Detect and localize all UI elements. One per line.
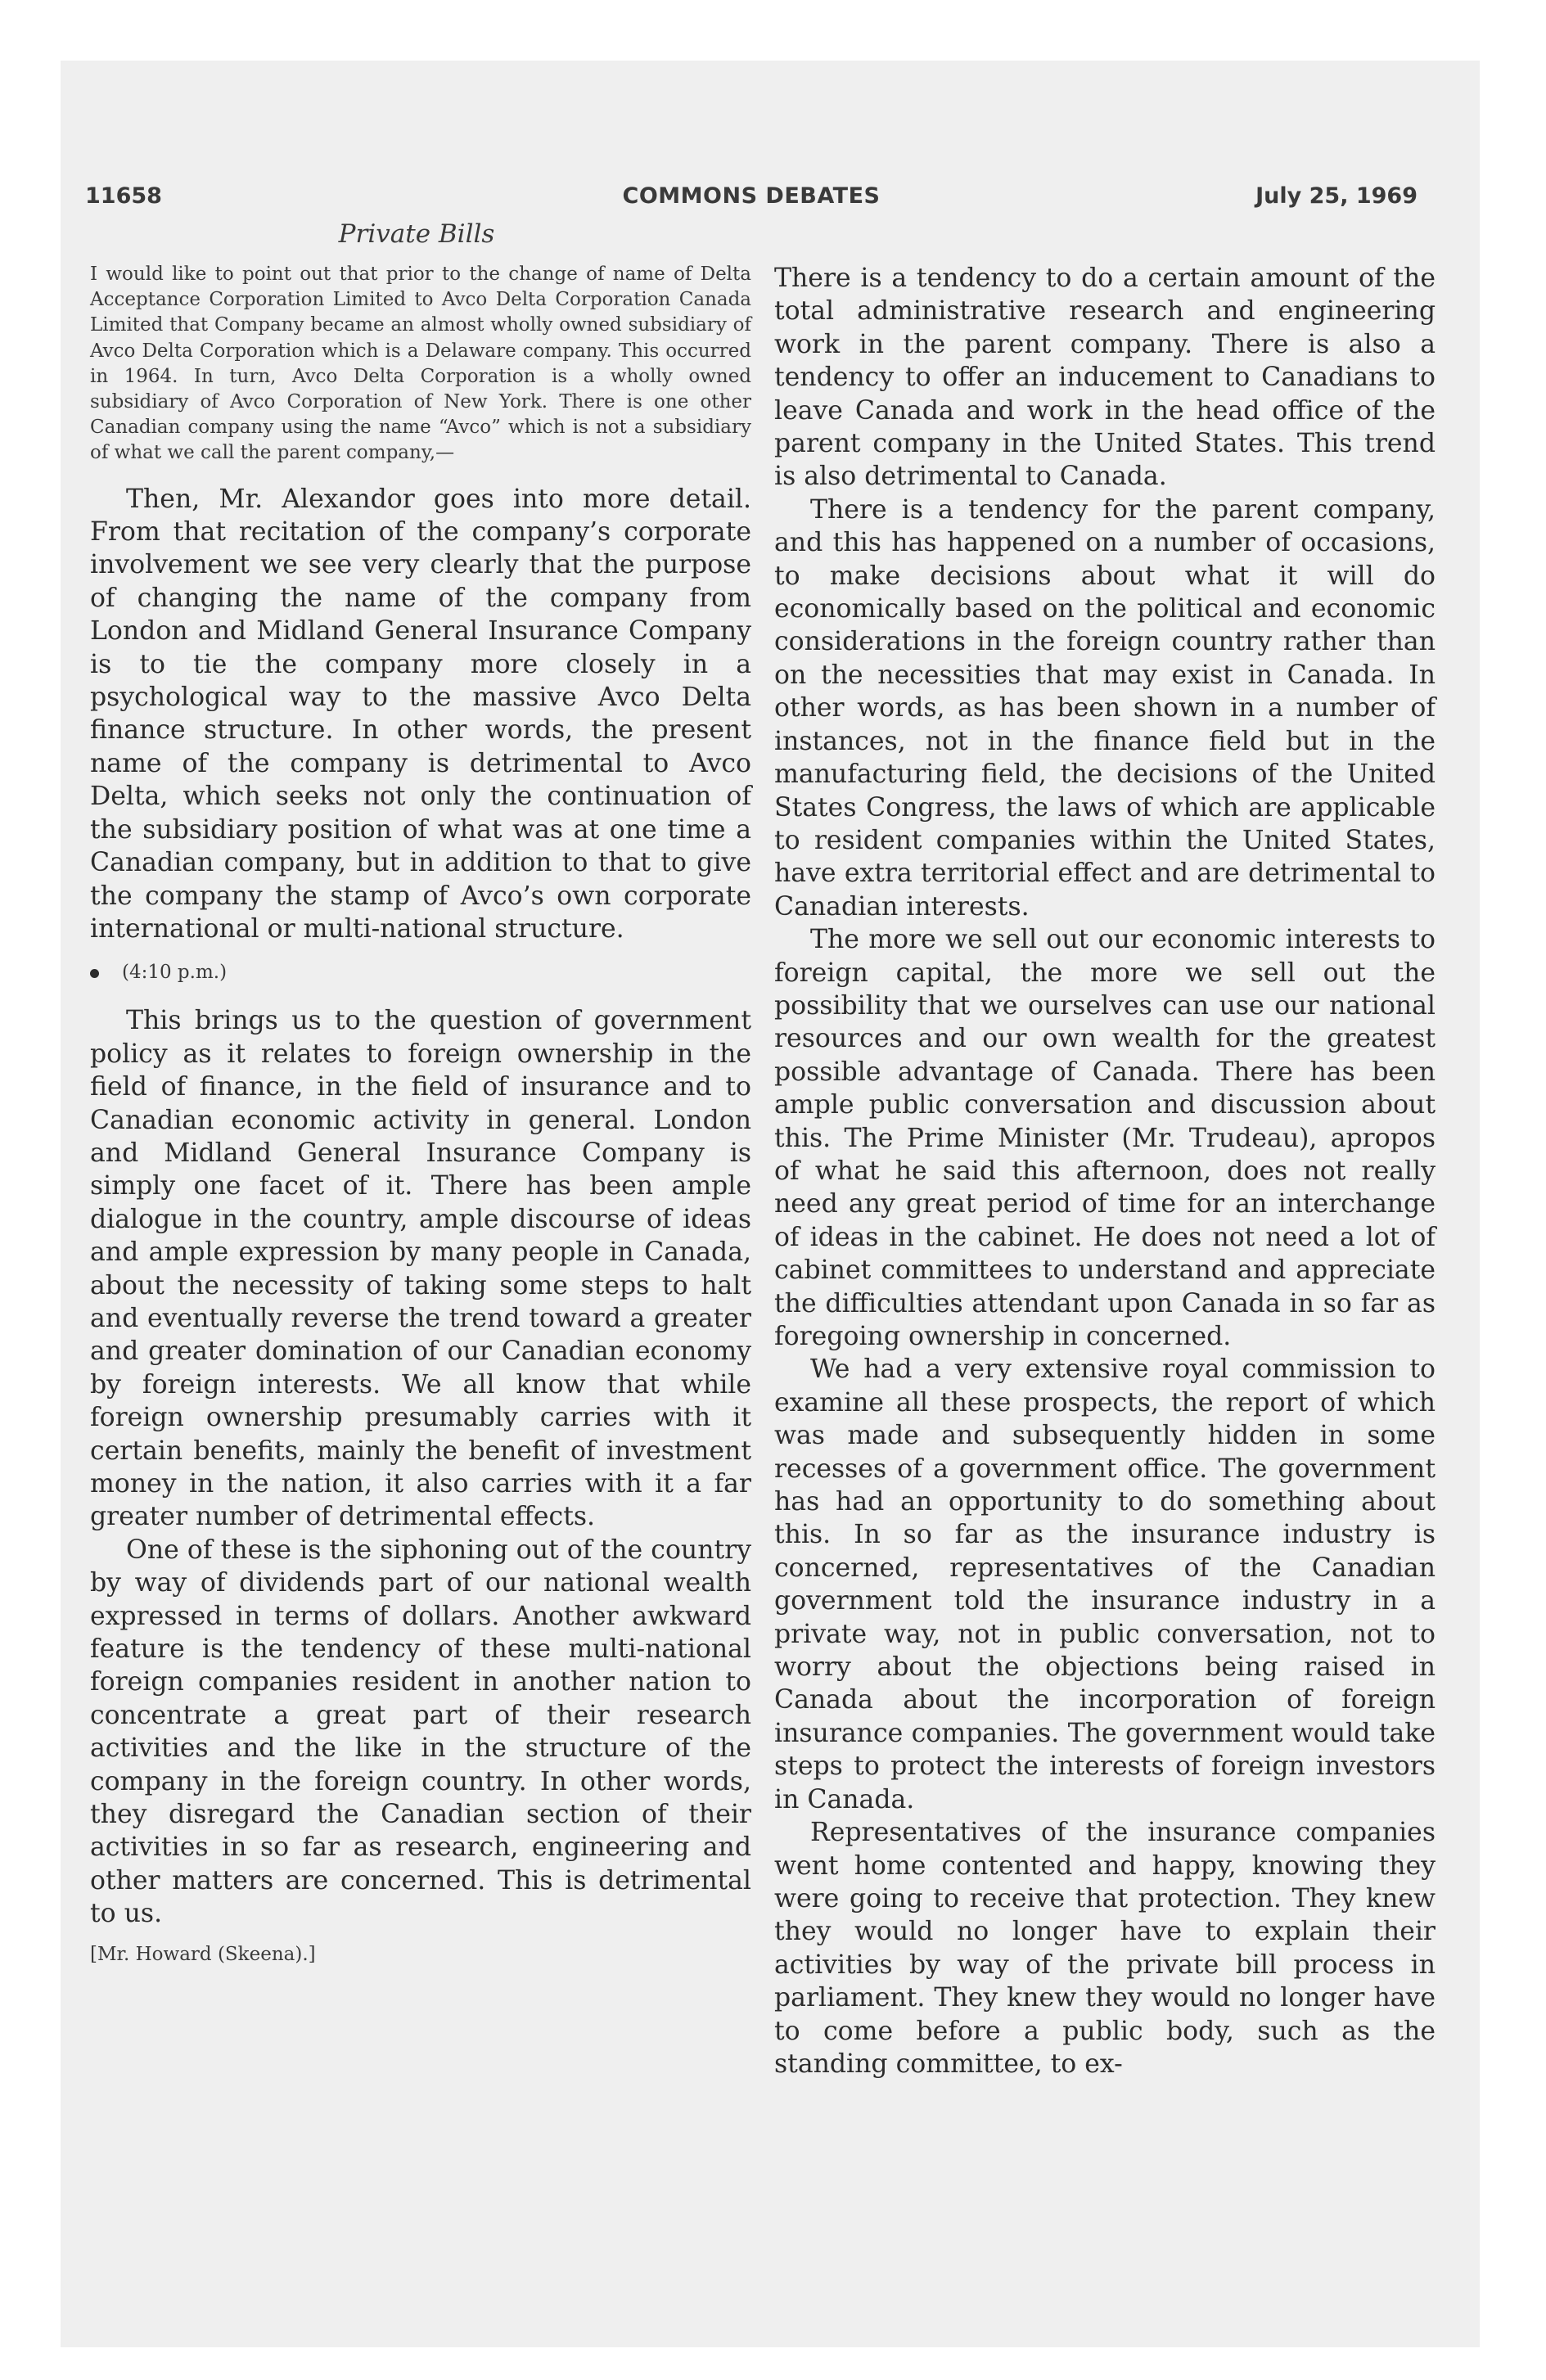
page-date: July 25, 1969 — [1255, 183, 1418, 209]
paragraph: One of these is the siphoning out of the country by way of dividends part of our national wealth expressed in terms of dollars. Another awkward feature is the tendency of these multi-national foreign companies resident in another nation to concentrate a great part of their research activities and the like in the structure of the company in the foreign country. In other words, they disregard the Canadian section of their activities in so far as research, engineering and other matters are concerned. This is detrimental to us. — [90, 1535, 751, 1929]
page-number: 11658 — [85, 183, 162, 209]
running-head — [85, 183, 1418, 216]
paragraph: We had a very extensive royal commission to examine all these prospects, the report of which was made and subsequently hidden in some recesses of a government office. The government has had an opportunity to do something about this. In so far as the insurance industry is concerned, representatives of the Canadian government told the insurance industry in a private way, not in public conversation, not to worry about the objections being raised in Canada about the incorporation of foreign insurance companies. The government would take steps to protect the interests of foreign investors in Canada. — [774, 1355, 1436, 1814]
journal-title: COMMONS DEBATES — [622, 183, 881, 209]
time-stamp-text: (4:10 p.m.) — [122, 962, 228, 984]
paragraph: There is a tendency for the parent company, and this has happened on a number of occasions, to make decisions about what it will do economically based on the political and economic considerations in the foreign country rather than on the necessities that may exist in Canada. In other words, as has been shown in a number of instances, not in the finance field but in the manufacturing field, the decisions of the United States Congress, the laws of which are applicable to resident companies within the United States, have extra territorial effect and are detrimental to Canadian interests. — [774, 494, 1436, 922]
quoted-passage: I would like to point out that prior to the change of name of Delta Acceptance Corporation Limited to Avco Delta Corporation Canada Limited that Company became an almost wholly owned subsidiary of Avco Delta Corporation which is a Delaware company. This occurred in 1964. In turn, Avco Delta Corporation is a wholly owned subsidiary of Avco Corporation of New York. There is one other Canadian company using the name “Avco” which is not a subsidiary of what we call the parent company,— — [90, 264, 751, 464]
bullet-icon — [90, 969, 99, 978]
paragraph: There is a tendency to do a certain amount of the total administrative research and engineering work in the parent company. There is also a tendency to offer an inducement to Canadians to leave Canada and work in the head office of the parent company in the United States. This trend is also detrimental to Canada. — [774, 264, 1436, 492]
paragraph: The more we sell out our economic interests to foreign capital, the more we sell out the possibility that we ourselves can use our national resources and our own wealth for the greatest possible advantage of Canada. There has been ample public conversation and discussion about this. The Prime Minister (Mr. Trudeau), apropos of what he said this afternoon, does not really need any great period of time for an interchange of ideas in the cabinet. He does not need a lot of cabinet committees to understand and appreciate the difficulties attendant upon Canada in so far as foregoing ownership in concerned. — [774, 925, 1436, 1351]
section-title: Private Bills — [338, 219, 495, 249]
time-stamp — [90, 958, 751, 986]
paragraph: This brings us to the question of government policy as it relates to foreign ownership in the field of finance, in the field of insurance and to Canadian economic activity in general. London and Midland General Insurance Company is simply one facet of it. There has been ample dialogue in the country, ample discourse of ideas and ample expression by many people in Canada, about the necessity of taking some steps to halt and eventually reverse the trend toward a greater and greater domination of our Canadian economy by foreign interests. We all know that while foreign ownership presumably carries with it certain benefits, mainly the benefit of investment money in the nation, it also carries with it a far greater number of detrimental effects. — [90, 1006, 751, 1532]
paragraph: Then, Mr. Alexandor goes into more detail. From that recitation of the company’s corporate involvement we see very clearly that the purpose of changing the name of the company from London and Midland General Insurance Company is to tie the company more closely in a psychological way to the massive Avco Delta finance structure. In other words, the present name of the company is detrimental to Avco Delta, which seeks not only the continuation of the subsidiary position of what was at one time a Canadian company, but in addition to that to give the company the stamp of Avco’s own corporate international or multi-national structure. — [90, 484, 751, 944]
right-column — [774, 262, 1436, 2080]
speaker-attribution: [Mr. Howard (Skeena).] — [90, 1943, 316, 1965]
paragraph: Representatives of the insurance companies went home contented and happy, knowing they were going to receive that protection. They knew they would no longer have to explain their activities by way of the private bill process in parliament. They knew they would no longer have to come before a public body, such as the standing committee, to ex- — [774, 1818, 1436, 2079]
left-column — [90, 262, 751, 1967]
